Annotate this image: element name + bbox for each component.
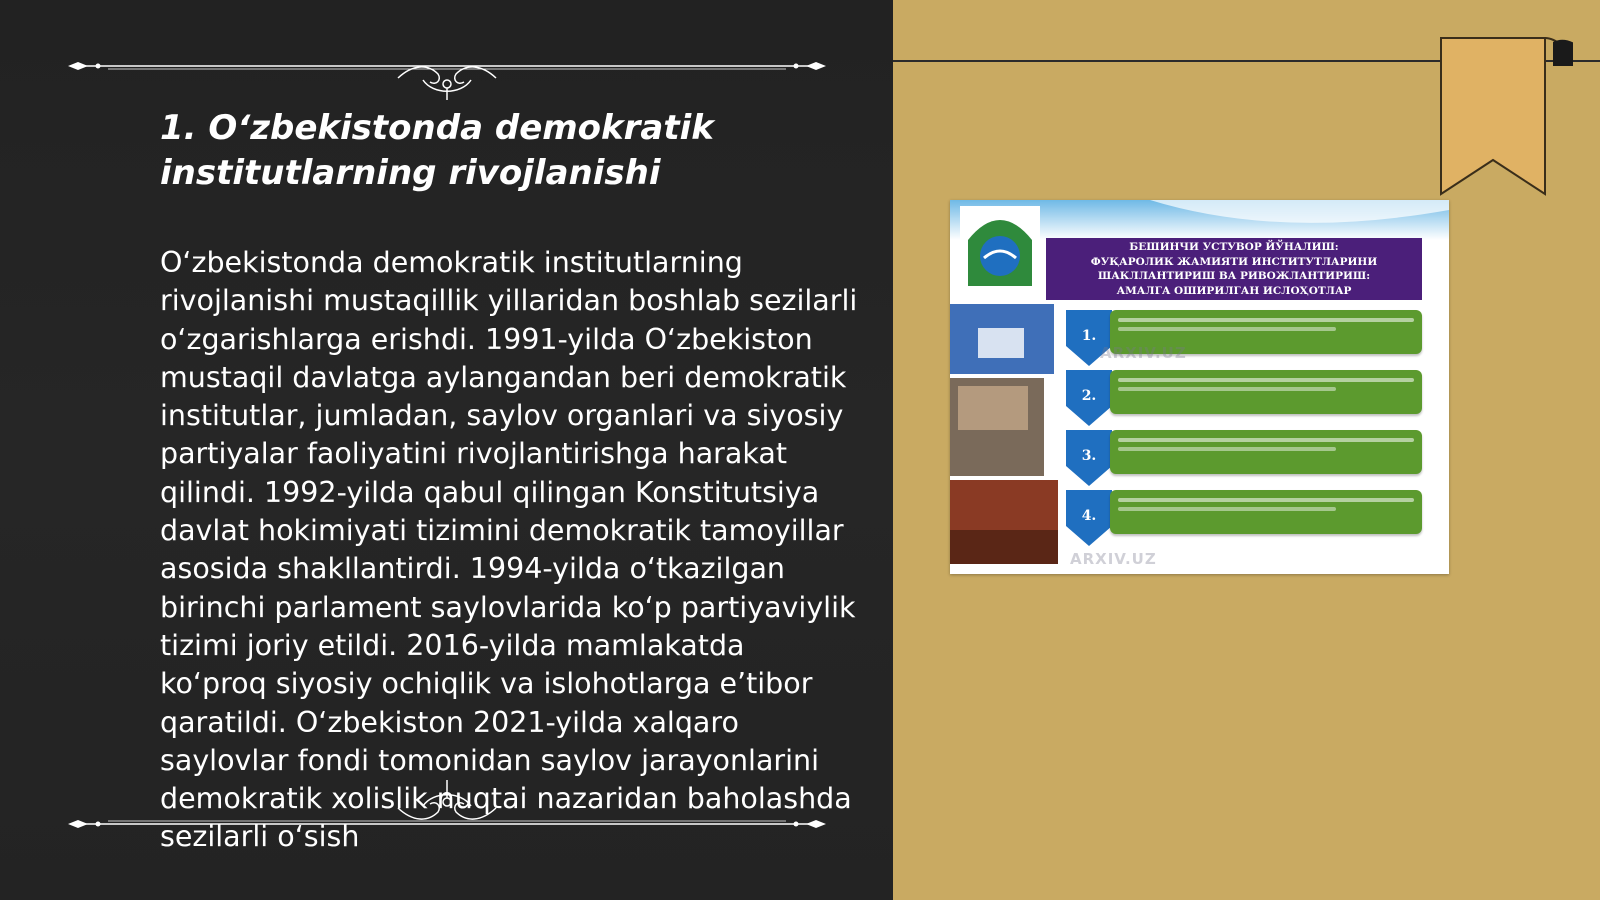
step-chevron (1066, 490, 1112, 546)
step-number: 4. (1081, 508, 1097, 524)
embedded-slide-image (950, 200, 1449, 574)
step-box (1110, 370, 1422, 414)
slide-heading-line: БЕШИНЧИ УСТУВОР ЙЎНАЛИШ: (1129, 241, 1339, 253)
watermark-text: ARXIV.UZ (1070, 550, 1157, 568)
slide-heading-line: ШАКЛЛАНТИРИШ ВА РИВОЖЛАНТИРИШ: (1097, 270, 1371, 282)
slide-heading-line: ФУҚАРОЛИК ЖАМИЯТИ ИНСТИТУТЛАРИНИ (1090, 255, 1378, 268)
slide-heading-box (1046, 238, 1422, 300)
step-number: 2. (1081, 388, 1097, 404)
slide-body-text: O‘zbekistonda demokratik institutlarning rivojlanishi mustaqillik yillaridan boshlab sezilarli o‘zgarishlarga erishdi. 1991-yilda O‘zbekiston mustaqil davlatga aylangandan beri demokratik institutlar, jumladan, saylov organlari va siyosiy partiyalar faoliyatini rivojlantirishga harakat qilindi. 1992-yilda qabul qilingan Konstitutsiya davlat hokimiyati tizimini demokratik tamoyillar asosida shakllantirdi. 1994-yilda o‘tkazilgan birinchi parlament saylovlarida ko‘p partiyaviylik tizimi joriy etildi. 2016-yilda mamlakatda ko‘proq siyosiy ochiqlik va islohotlarga e’tibor qaratildi. O‘zbekiston 2021-yilda xalqaro saylovlar fondi tomonidan saylov jarayonlarini demokratik xolislik nuqtai nazaridan baholashda sezilarli o‘sish (160, 246, 858, 854)
watermark-text: ARXIV.UZ (1100, 344, 1187, 362)
ornamental-divider-bottom (68, 780, 826, 840)
bookmark-icon (1433, 36, 1573, 196)
slide-title: 1. O‘zbekistonda demokratik institutlarning rivojlanishi (160, 108, 714, 193)
step-number: 3. (1081, 448, 1097, 464)
step-box (1110, 490, 1422, 534)
ornamental-divider-top (68, 40, 826, 100)
step-box (1110, 430, 1422, 474)
step-chevron (1066, 430, 1112, 486)
step-number: 1. (1081, 328, 1097, 344)
step-chevron (1066, 370, 1112, 426)
slide-heading-line: АМАЛГА ОШИРИЛГАН ИСЛОҲОТЛАР (1116, 284, 1352, 297)
